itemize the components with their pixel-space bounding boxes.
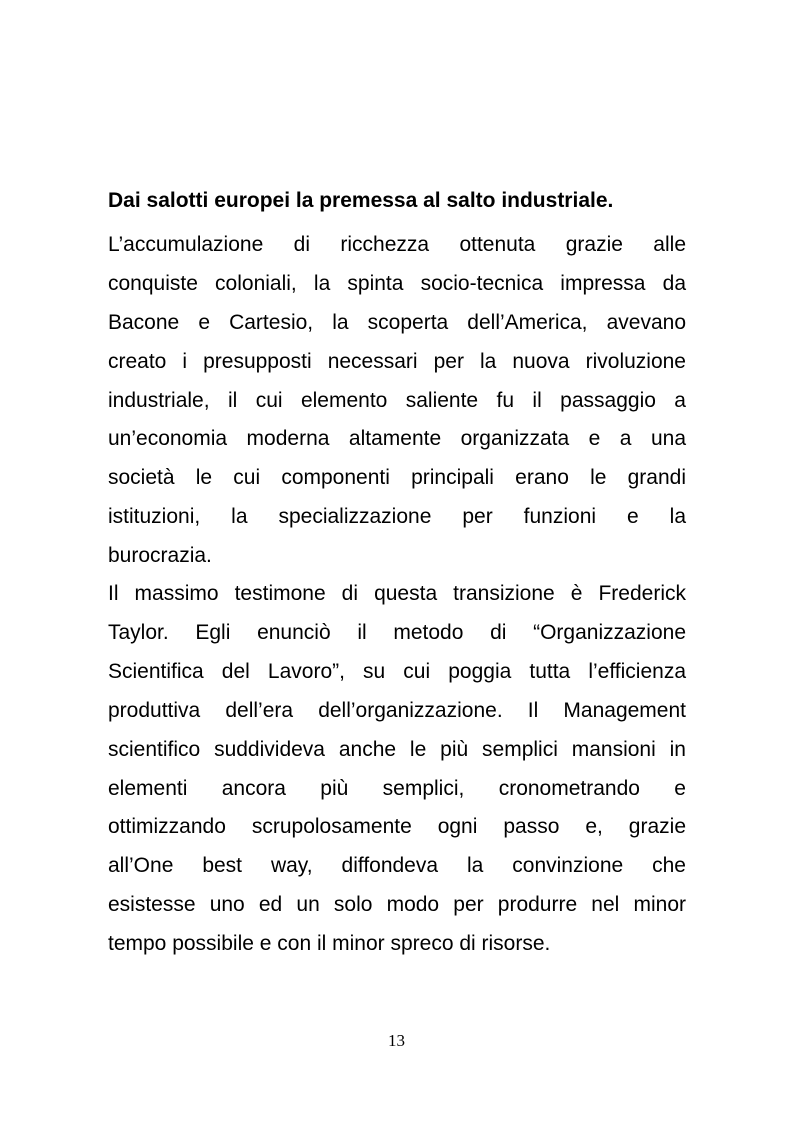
paragraph-line: società le cui componenti principali erano le grandi [108, 466, 686, 489]
paragraph-line: ottimizzando scrupolosamente ogni passo e, grazie [108, 815, 686, 838]
paragraph-line: Bacone e Cartesio, la scoperta dell’America, avevano [108, 311, 686, 334]
paragraph-line: Scientifica del Lavoro”, su cui poggia tutta l’efficienza [108, 660, 686, 683]
paragraph-line: un’economia moderna altamente organizzata e a una [108, 427, 686, 450]
paragraph-line: scientifico suddivideva anche le più semplici mansioni in [108, 738, 686, 761]
paragraph-line: L’accumulazione di ricchezza ottenuta grazie alle [108, 233, 686, 256]
paragraph-line: istituzioni, la specializzazione per funzioni e la [108, 505, 686, 528]
paragraph-line: elementi ancora più semplici, cronometrando e [108, 777, 686, 800]
paragraph-line: esistesse uno ed un solo modo per produrre nel minor [108, 893, 686, 916]
paragraph-line: industriale, il cui elemento saliente fu il passaggio a [108, 389, 686, 412]
paragraph-line: creato i presupposti necessari per la nuova rivoluzione [108, 350, 686, 373]
paragraph-line: all’One best way, diffondeva la convinzione che [108, 854, 686, 877]
page-number: 13 [388, 1031, 405, 1050]
paragraph-line: burocrazia. [108, 544, 212, 567]
paragraph-line: conquiste coloniali, la spinta socio-tecnica impressa da [108, 272, 686, 295]
paragraph-line: Il massimo testimone di questa transizione è Frederick [108, 582, 686, 605]
paragraph-line: produttiva dell’era dell’organizzazione. Il Management [108, 699, 686, 722]
paragraph-line: tempo possibile e con il minor spreco di risorse. [108, 932, 551, 955]
section-heading: Dai salotti europei la premessa al salto industriale. [108, 189, 614, 212]
paragraph-line: Taylor. Egli enunciò il metodo di “Organizzazione [108, 621, 686, 644]
